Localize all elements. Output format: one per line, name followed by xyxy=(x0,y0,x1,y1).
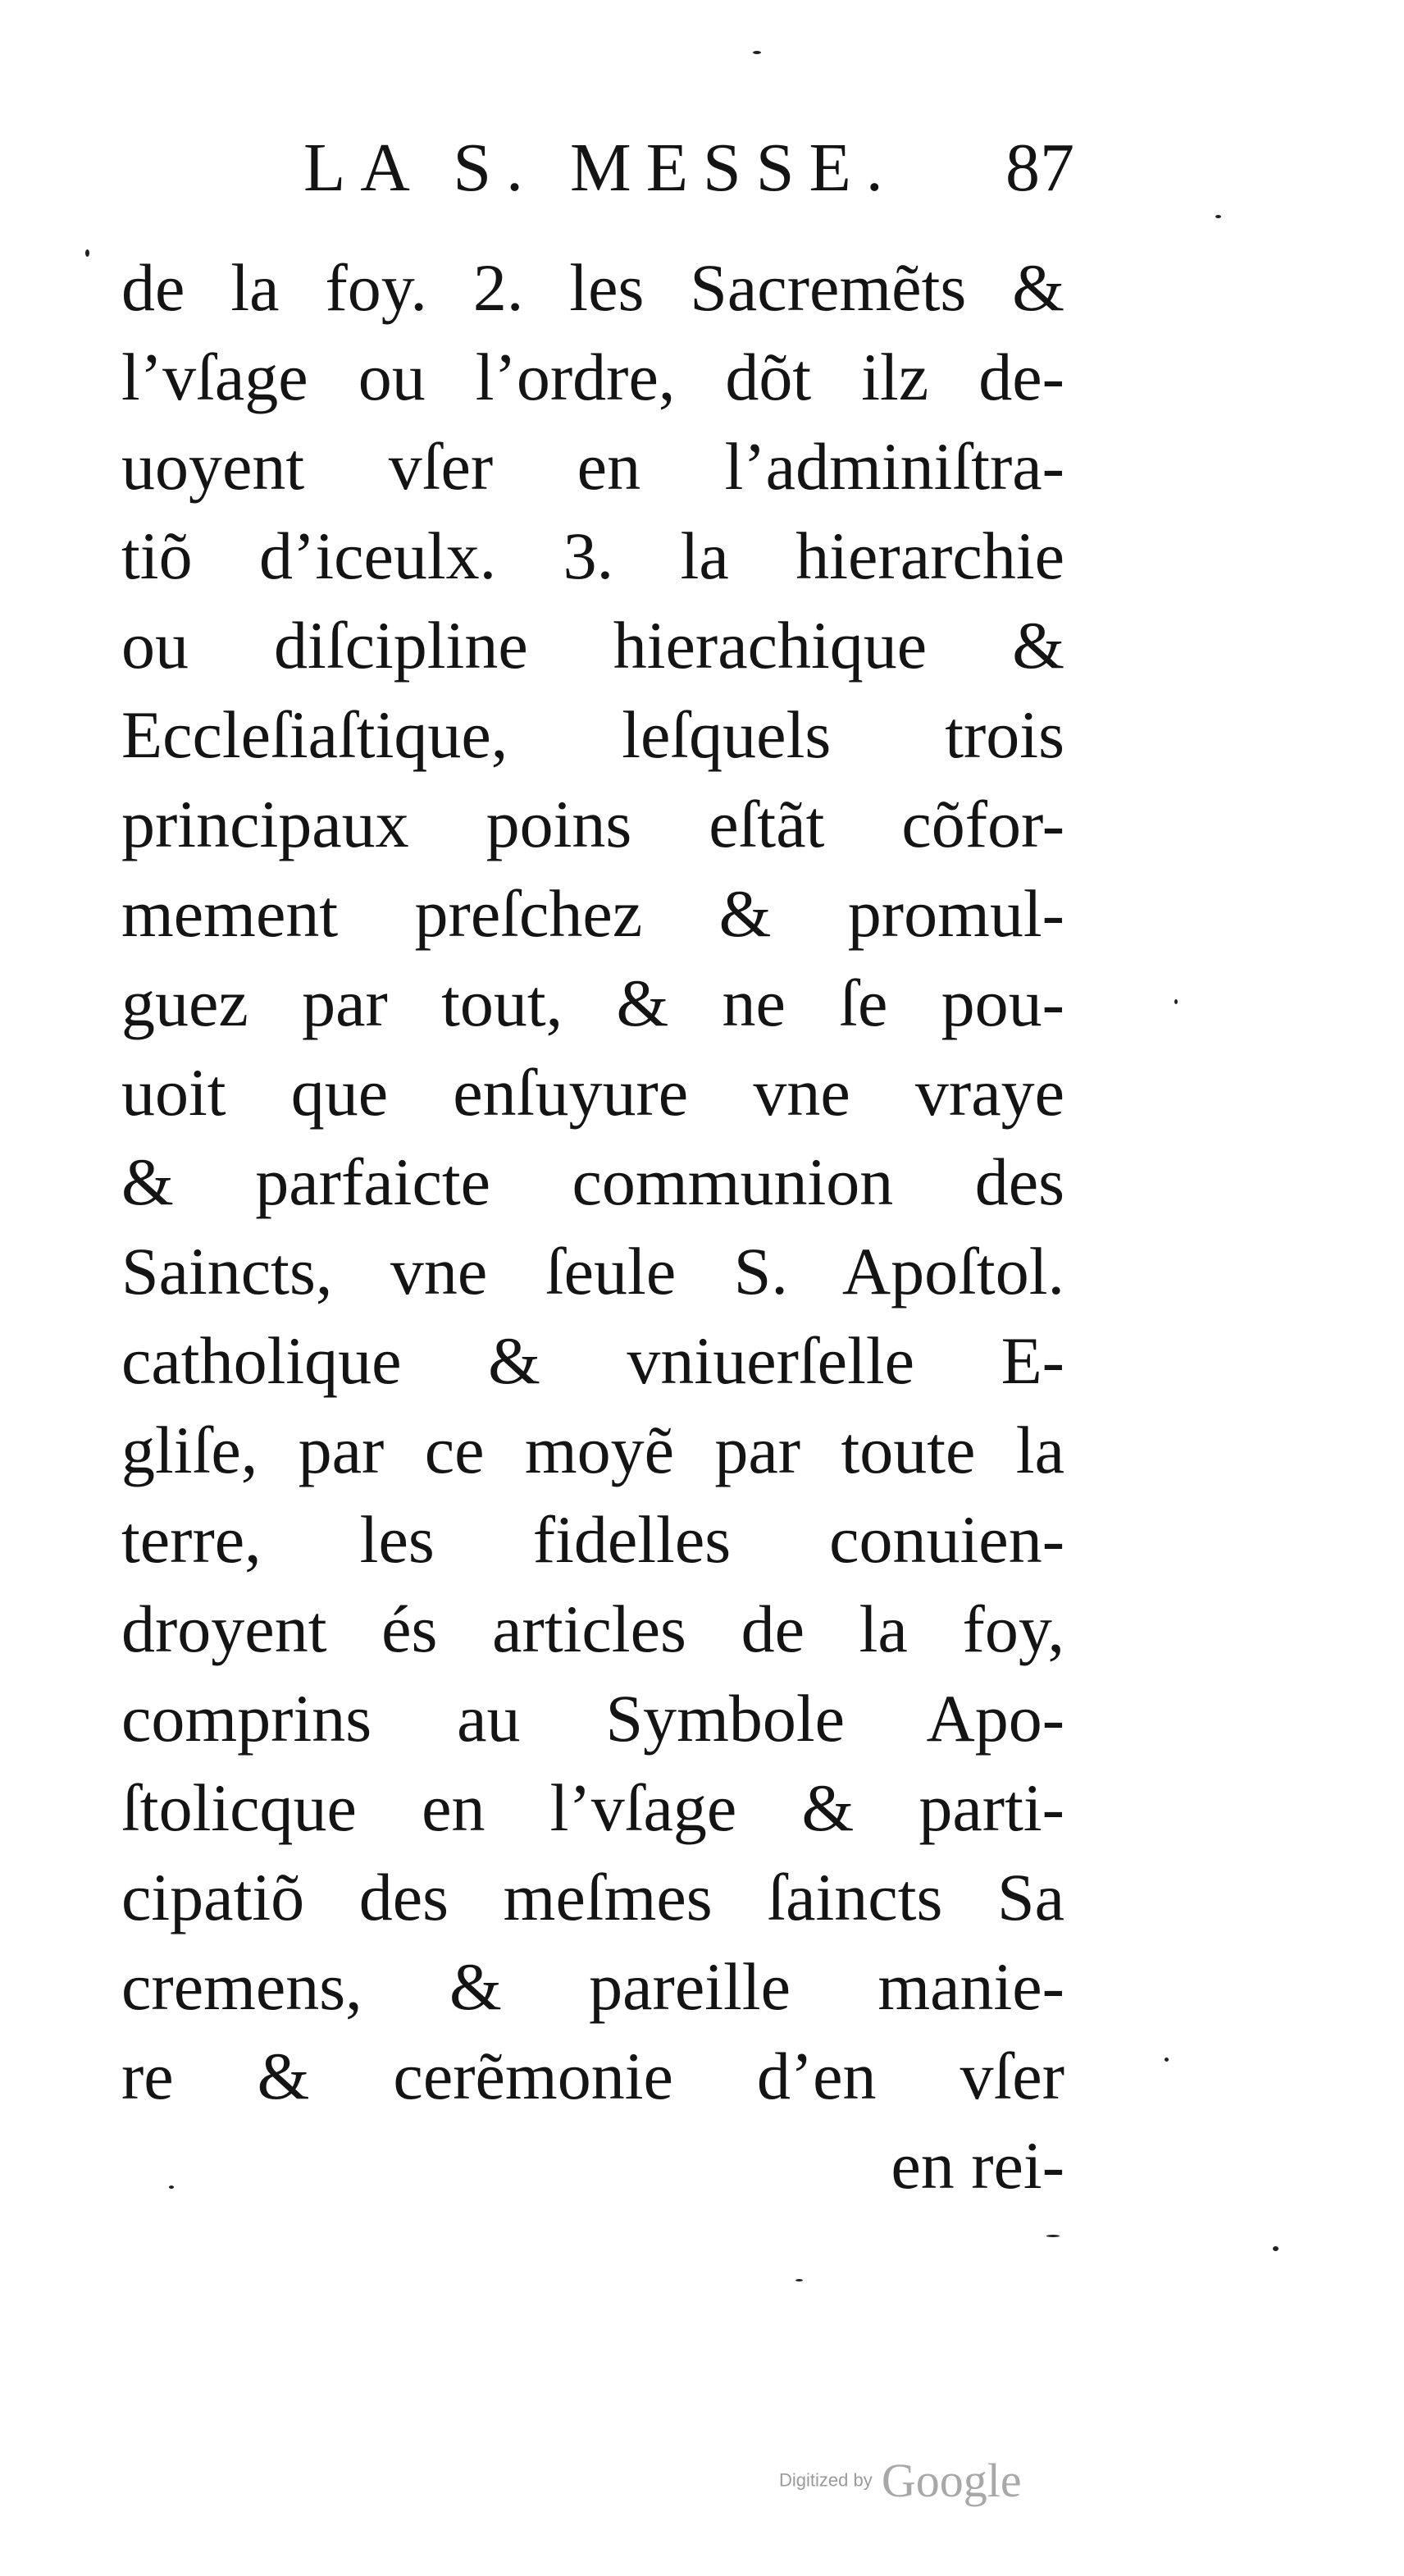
page-number: 87 xyxy=(1005,130,1074,206)
text-line: cremens, & pareille manie- xyxy=(121,1949,1064,2024)
scan-speck xyxy=(1046,2235,1060,2237)
text-line: mement preſchez & promul- xyxy=(121,876,1064,951)
running-head xyxy=(303,123,1074,213)
text-line: ſtolicque en l’vſage & parti- xyxy=(121,1770,1064,1845)
text-line: uoyent vſer en l’adminiſtra- xyxy=(121,429,1064,504)
catchword: en rei- xyxy=(891,2128,1064,2203)
scan-speck xyxy=(1174,999,1178,1004)
text-line: guez par tout, & ne ſe pou- xyxy=(121,966,1064,1040)
body-text xyxy=(121,243,1064,2210)
text-line: & parfaicte communion des xyxy=(121,1144,1064,1219)
scan-speck xyxy=(169,2185,174,2189)
text-line: tiõ d’iceulx. 3. la hierarchie xyxy=(121,518,1064,593)
scan-speck xyxy=(1273,2246,1279,2251)
digitized-label: Digitized by xyxy=(779,2469,873,2491)
text-line: re & cerẽmonie d’en vſer xyxy=(121,2039,1064,2113)
text-line: terre, les fidelles conuien- xyxy=(121,1502,1064,1577)
text-line: cipatiõ des meſmes ſaincts Sa xyxy=(121,1860,1064,1934)
text-line: uoit que enſuyure vne vraye xyxy=(121,1055,1064,1130)
text-line: comprins au Symbole Apo- xyxy=(121,1681,1064,1756)
scan-speck xyxy=(85,249,89,257)
text-line: de la foy. 2. les Sacremẽts & xyxy=(121,250,1064,325)
text-line: gliſe, par ce moyẽ par toute la xyxy=(121,1413,1064,1487)
text-line: Eccleſiaſtique, leſquels trois xyxy=(121,697,1064,772)
text-line: catholique & vniuerſelle E- xyxy=(121,1323,1064,1398)
scan-speck xyxy=(1165,2058,1169,2062)
scan-speck xyxy=(795,2279,803,2281)
running-title: LA S. MESSE. xyxy=(303,130,898,206)
text-line: ou diſcipline hierachique & xyxy=(121,608,1064,683)
digitized-by-watermark xyxy=(779,2453,1066,2510)
text-line: principaux poins eſtãt cõfor- xyxy=(121,787,1064,861)
text-line: Saincts, vne ſeule S. Apoſtol. xyxy=(121,1234,1064,1309)
scan-speck xyxy=(753,51,761,54)
scan-speck xyxy=(1215,215,1221,218)
text-line: l’vſage ou l’ordre, dõt ilz de- xyxy=(121,340,1064,414)
google-logo: Google xyxy=(881,2454,1022,2507)
text-line: droyent és articles de la foy, xyxy=(121,1592,1064,1666)
